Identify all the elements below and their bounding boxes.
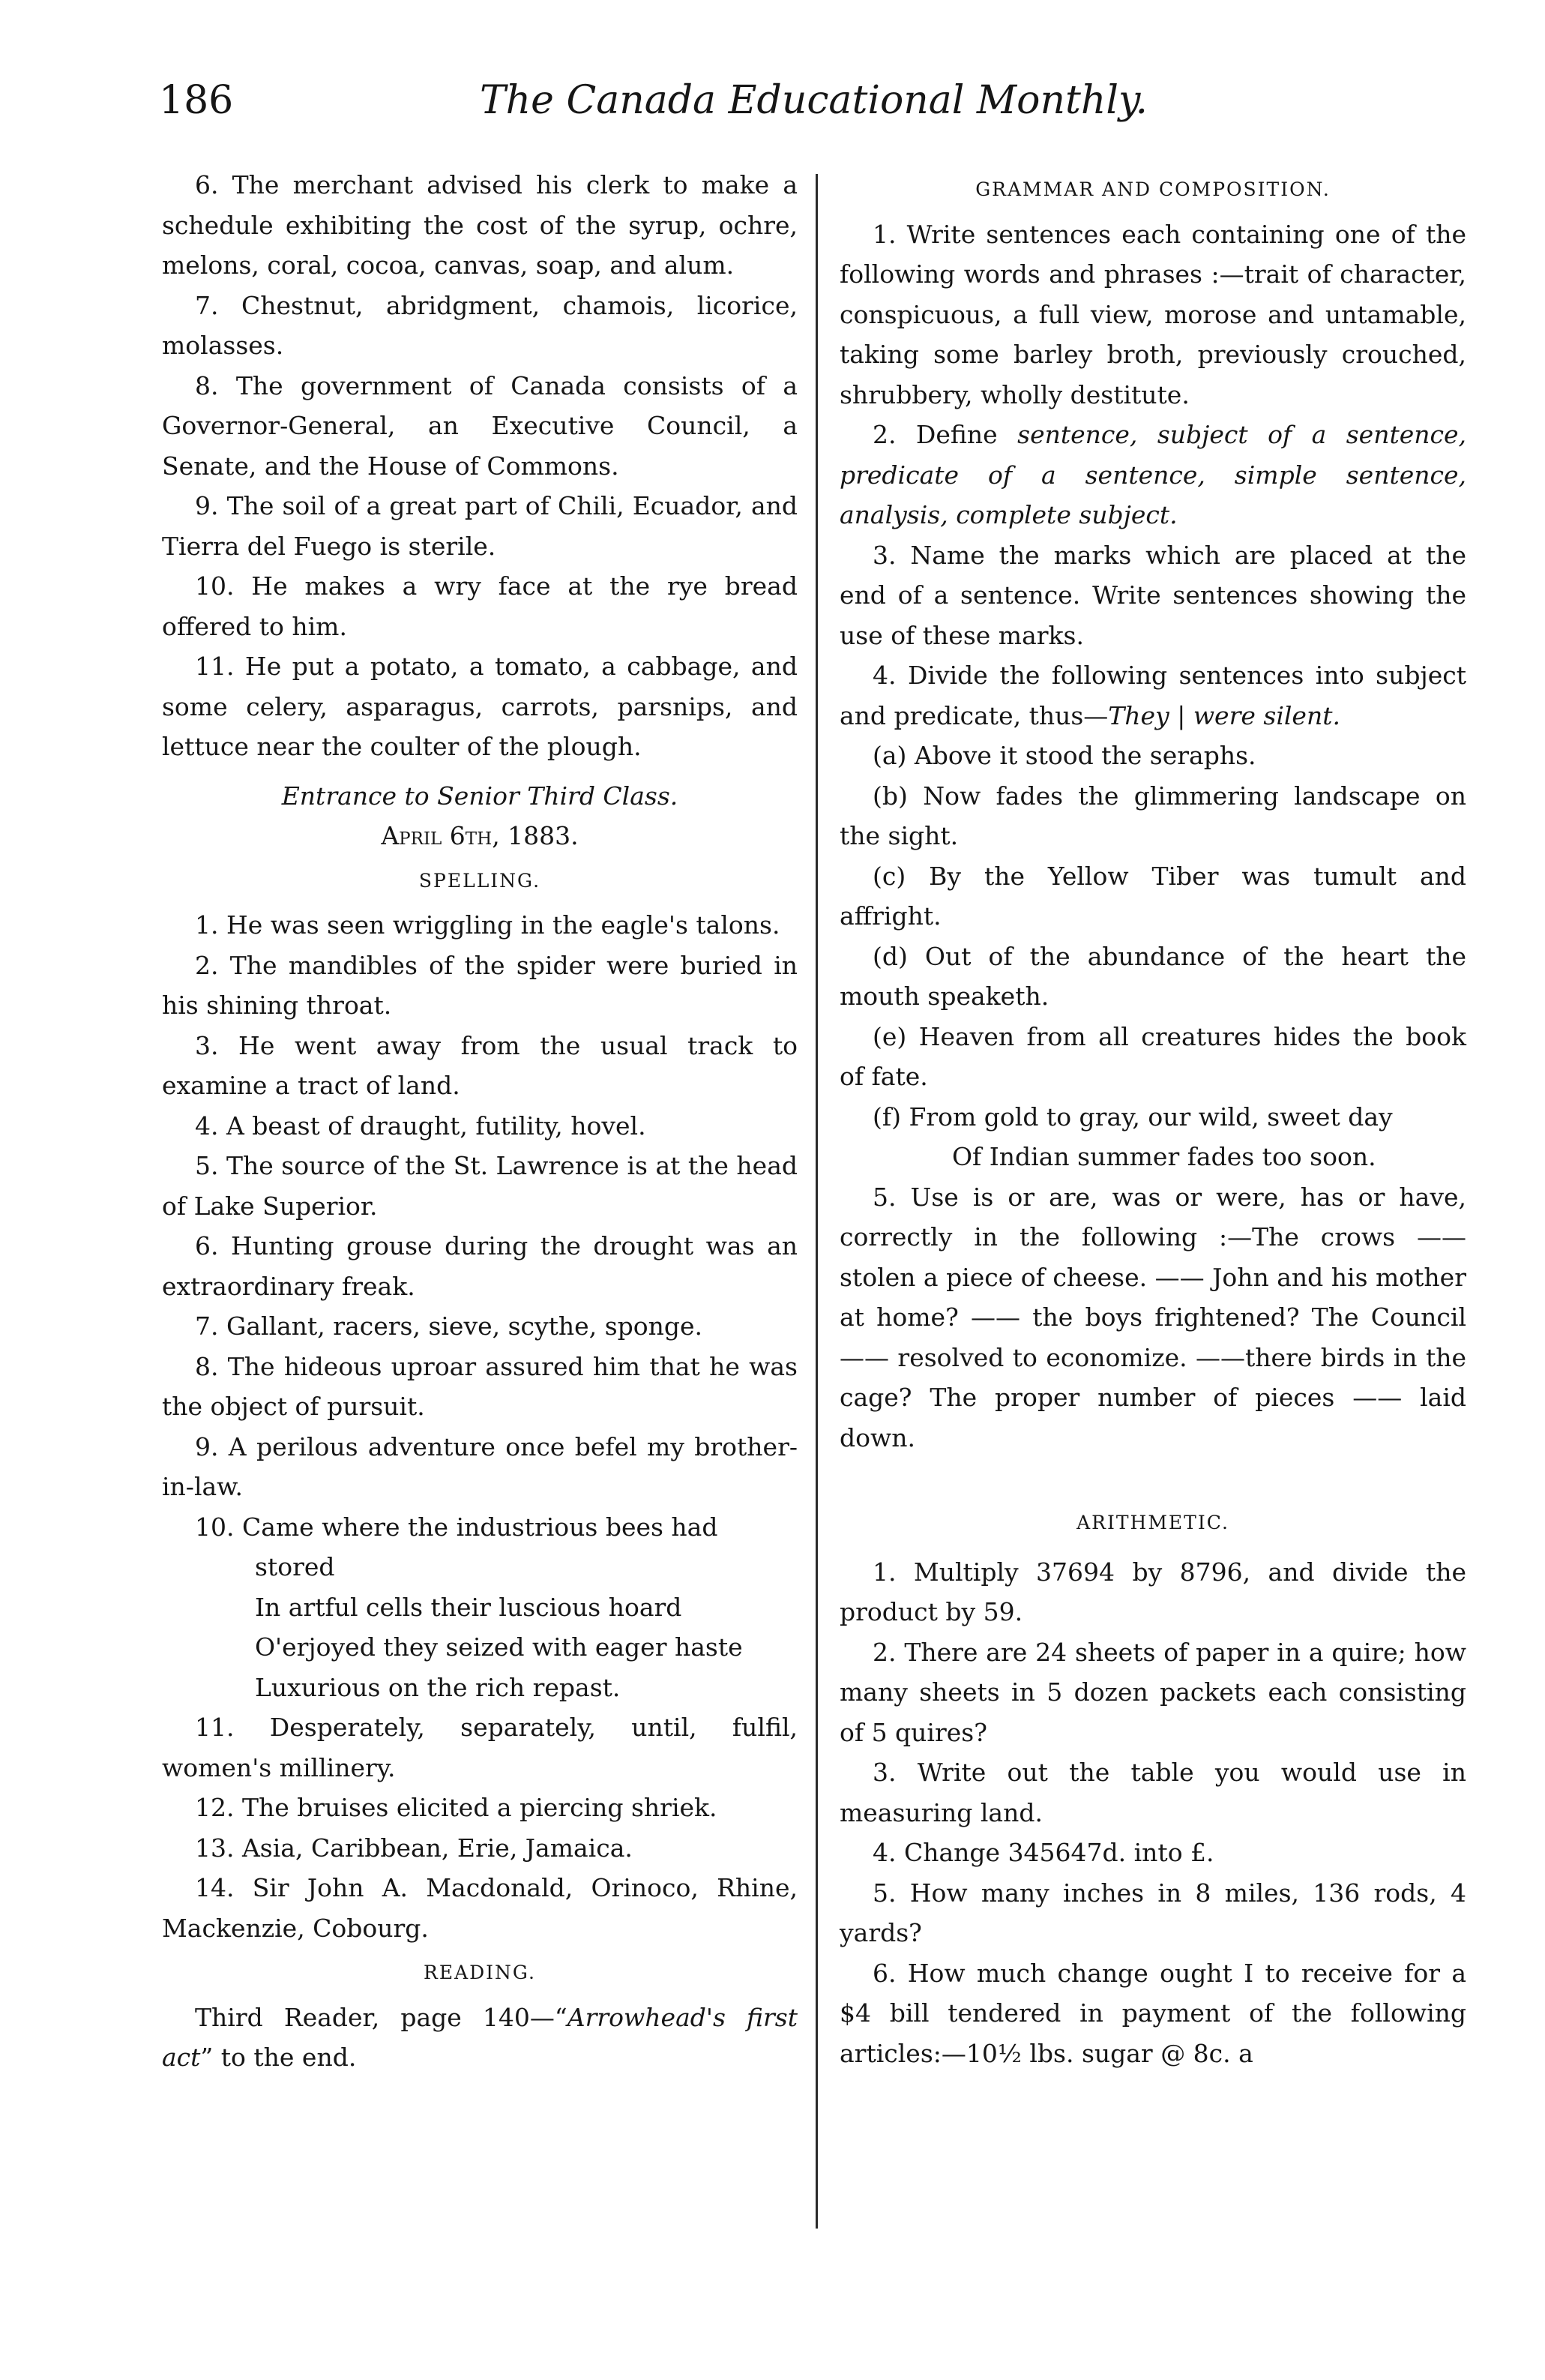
column-divider (816, 174, 818, 2229)
list-item: 11. Desperately, separately, until, fulfil, women's millinery. (162, 1713, 798, 1782)
list-item: 3. Name the marks which are placed at the end of a sentence. Write sentences showing the use of these marks. (840, 540, 1466, 650)
sub-item: (b) Now fades the glimmering landscape on the sight. (840, 781, 1466, 850)
arithmetic-heading: ARITHMETIC. (1076, 1512, 1229, 1533)
list-item: 9. A perilous adventure once befel my brother-in-law. (162, 1431, 798, 1501)
poem-line: In artful cells their luscious hoard (255, 1592, 682, 1622)
list-item: 5. Use is or are, was or were, has or have, correctly in the following :—The crows —— stolen a piece of cheese. —— John and his mother at home? —— the boys frightened? The Council —— resolved to economize. ——there birds in the cage? The proper number of pieces —— laid down. (840, 1182, 1466, 1452)
list-item: 8. The government of Canada consists of a Governor-General, an Executive Council, a Senate, and the House of Commons. (162, 370, 798, 481)
list-item: 1. Write sentences each containing one of the following words and phrases :—trait of character, conspicuous, a full view, morose and untamable, taking some barley broth, previously crouched, shrubbery, wholly destitute. (840, 219, 1466, 409)
define-terms: sentence, subject of a sentence, predicate of a sentence, simple sentence, analysis, complete subject. (840, 420, 1467, 529)
poem-line: 10. Came where the industrious bees had stored (195, 1512, 718, 1581)
list-item: 1. He was seen wriggling in the eagle's talons. (195, 910, 780, 940)
reading-text (162, 1998, 798, 2078)
list-item: 6. How much change ought I to receive for a $4 bill tendered in payment of the following articles:—10½ lbs. sugar @ 8c. a (840, 1958, 1466, 2068)
list-item: 12. The bruises elicited a piercing shriek. (195, 1793, 717, 1822)
poem-line: O'erjoyed they seized with eager haste (255, 1632, 743, 1662)
list-item: 6. Hunting grouse during the drought was an extraordinary freak. (162, 1231, 798, 1301)
list-item: 7. Chestnut, abridgment, chamois, licorice, molasses. (162, 290, 798, 360)
list-item: 7. Gallant, racers, sieve, scythe, sponge. (195, 1311, 703, 1341)
right-column (840, 165, 1466, 2073)
list-item: 2. The mandibles of the spider were buried in his shining throat. (162, 950, 798, 1020)
divide-prefix: 4. Divide the following sentences into subject and predicate, thus— (840, 661, 1466, 730)
list-item: 3. Write out the table you would use in measuring land. (840, 1758, 1466, 1827)
list-item: 4. Change 345647d. into £. (873, 1838, 1214, 1867)
list-item: 6. The merchant advised his clerk to make a schedule exhibiting the cost of the syrup, ochre, melons, coral, cocoa, canvas, soap, and alum. (162, 170, 798, 280)
journal-title: The Canada Educational Monthly. (480, 78, 1148, 123)
list-item: 13. Asia, Caribbean, Erie, Jamaica. (195, 1833, 633, 1863)
grammar-heading: GRAMMAR AND COMPOSITION. (975, 178, 1331, 200)
sub-item: (d) Out of the abundance of the heart the mouth speaketh. (840, 941, 1466, 1011)
list-item: 2. There are 24 sheets of paper in a quire; how many sheets in 5 dozen packets each consisting of 5 quires? (840, 1637, 1466, 1747)
exam-date: April 6th, 1883. (381, 821, 579, 850)
list-item: 5. The source of the St. Lawrence is at the head of Lake Superior. (162, 1151, 798, 1221)
sub-item: (e) Heaven from all creatures hides the book of fate. (840, 1021, 1466, 1091)
list-item: 14. Sir John A. Macdonald, Orinoco, Rhine, Mackenzie, Cobourg. (162, 1873, 798, 1943)
list-item: 8. The hideous uproar assured him that he was the object of pursuit. (162, 1351, 798, 1421)
define-prefix: 2. Define (873, 420, 1018, 449)
sub-item: (c) By the Yellow Tiber was tumult and affright. (840, 861, 1466, 931)
divide-example: They | were silent. (1108, 700, 1340, 730)
list-item: 5. How many inches in 8 miles, 136 rods, 4 yards? (840, 1878, 1466, 1947)
running-header (0, 78, 1545, 138)
sub-item: (f) From gold to gray, our wild, sweet day (873, 1102, 1393, 1132)
list-item (840, 415, 1466, 535)
section-subheading: Entrance to Senior Third Class. (281, 781, 678, 811)
list-item: 10. He makes a wry face at the rye bread offered to him. (162, 571, 798, 641)
list-item: 9. The soil of a great part of Chili, Ecuador, and Tierra del Fuego is sterile. (162, 491, 798, 561)
list-item: 11. He put a potato, a tomato, a cabbage, and some celery, asparagus, carrots, parsnips, and lettuce near the coulter of the plough. (162, 652, 798, 761)
list-item: 4. A beast of draught, futility, hovel. (195, 1111, 646, 1141)
poem-line: Of Indian summer fades too soon. (952, 1142, 1376, 1171)
list-item: 1. Multiply 37694 by 8796, and divide the product by 59. (840, 1557, 1466, 1626)
sub-item: (a) Above it stood the seraphs. (873, 741, 1256, 770)
page-number: 186 (159, 78, 234, 123)
spelling-heading: SPELLING. (418, 869, 541, 892)
reading-prefix: Third Reader, page 140—“ (195, 2002, 567, 2032)
reading-title: Arrowhead's first act (162, 2002, 798, 2072)
reading-heading: READING. (424, 1962, 536, 1983)
poem-line: Luxurious on the rich repast. (255, 1672, 621, 1702)
reading-suffix: ” to the end. (200, 2043, 357, 2072)
list-item: 3. He went away from the usual track to examine a tract of land. (162, 1030, 798, 1100)
list-item (840, 655, 1466, 736)
left-column (162, 165, 798, 2078)
